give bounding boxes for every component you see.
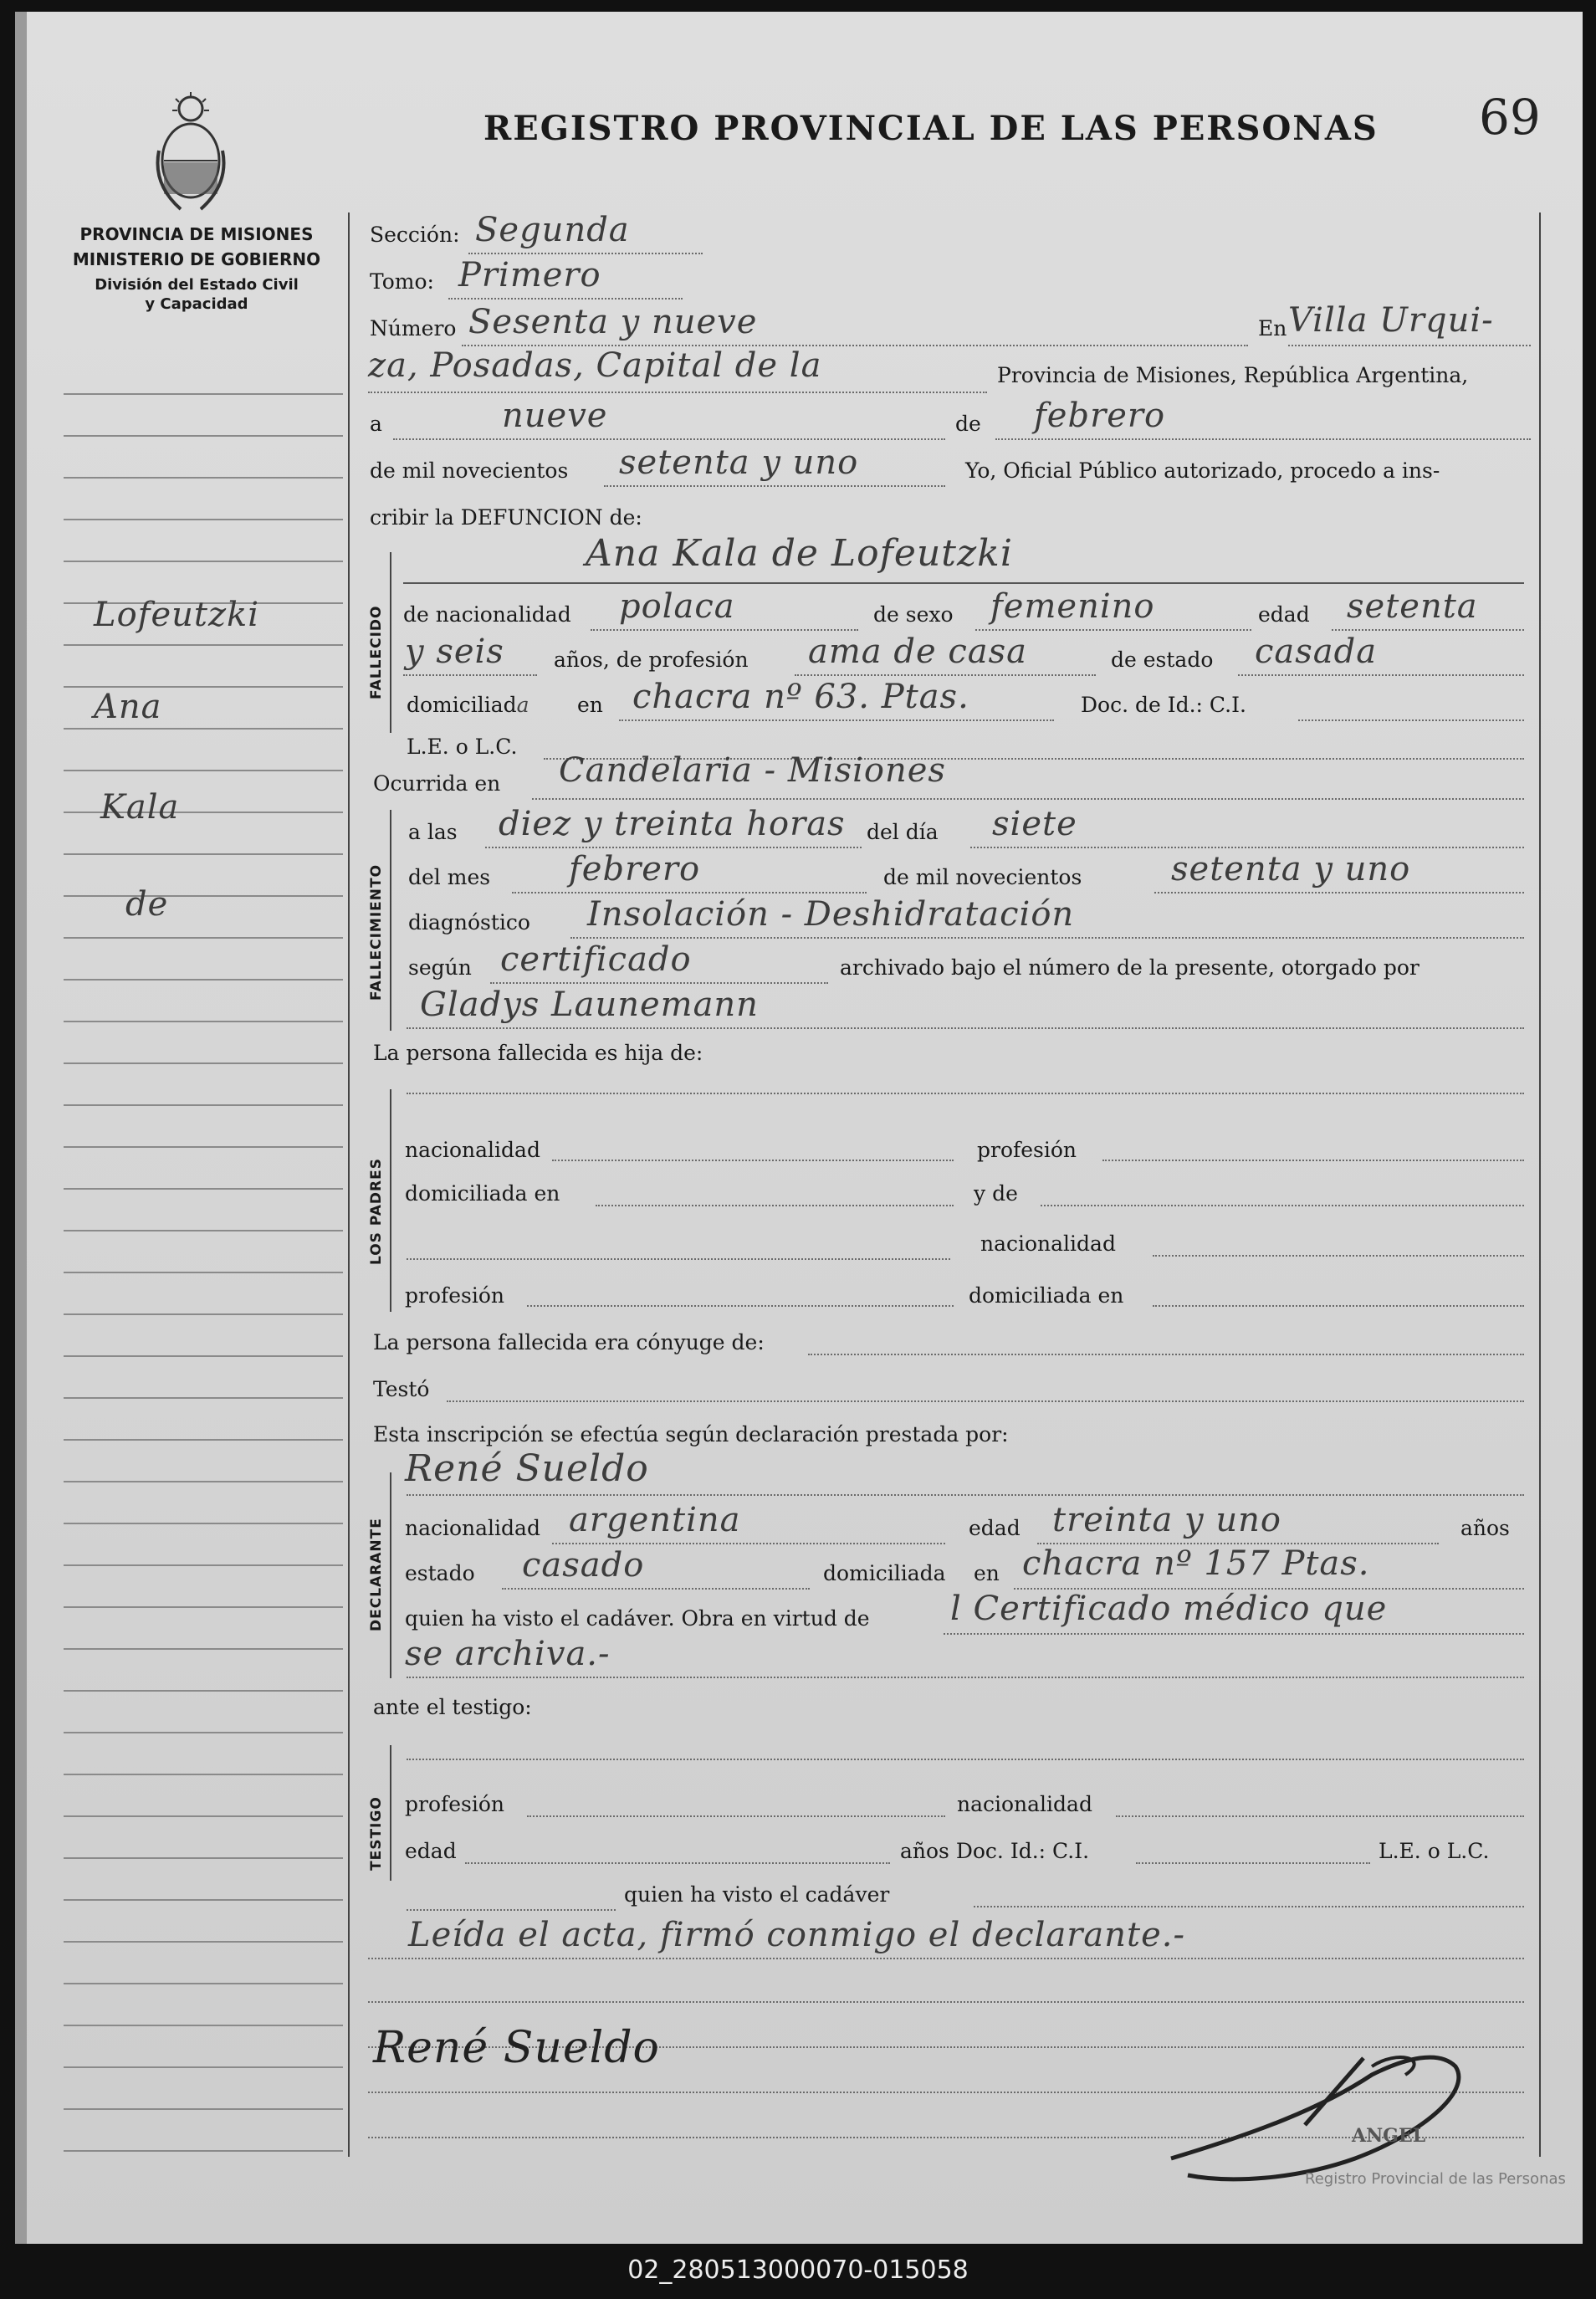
mes-value: febrero bbox=[1034, 397, 1166, 435]
fallecimiento-mil-label: de mil novecientos bbox=[883, 865, 1082, 889]
testigo-side-label: TESTIGO bbox=[368, 1796, 385, 1871]
tomo-value: Primero bbox=[458, 256, 601, 294]
en-label: En bbox=[1258, 316, 1287, 340]
fallecido-estado: casada bbox=[1255, 632, 1378, 671]
fallecido-le-label: L.E. o L.C. bbox=[407, 735, 518, 759]
declarante-nacionalidad: argentina bbox=[569, 1501, 741, 1539]
medico-value: Gladys Launemann bbox=[420, 986, 759, 1024]
declarante-estado: casado bbox=[522, 1546, 645, 1585]
testigo-nacionalidad-label: nacionalidad bbox=[957, 1792, 1092, 1816]
ante-label: ante el testigo: bbox=[373, 1695, 532, 1719]
fallecido-nacionalidad-label: de nacionalidad bbox=[403, 602, 571, 627]
tomo-label: Tomo: bbox=[370, 269, 434, 294]
padres-profesion2-label: profesión bbox=[405, 1283, 505, 1308]
declarante-obra-cont: se archiva.- bbox=[405, 1635, 611, 1673]
dia-value: nueve bbox=[502, 397, 608, 435]
declarante-domiciliada-label: domiciliada bbox=[823, 1561, 946, 1585]
declarante-quien-label: quien ha visto el cadáver. Obra en virtud de bbox=[405, 1606, 870, 1631]
margin-particle: de bbox=[125, 885, 169, 924]
mil-label: de mil novecientos bbox=[370, 458, 569, 483]
numero-label: Número bbox=[370, 316, 457, 340]
provincia-label: Provincia de Misiones, República Argentina, bbox=[997, 363, 1469, 387]
fallecido-nombre: Ana Kala de Lofeutzki bbox=[586, 532, 1013, 575]
fallecido-profesion-label: años, de profesión bbox=[554, 648, 749, 672]
diagnostico-value: Insolación - Deshidratación bbox=[587, 895, 1075, 934]
declarante-nacionalidad-label: nacionalidad bbox=[405, 1516, 540, 1540]
declarante-anios-label: años bbox=[1460, 1516, 1510, 1540]
diagnostico-label: diagnóstico bbox=[408, 910, 530, 934]
fallecido-profesion: ama de casa bbox=[808, 632, 1027, 671]
oficial-label: Yo, Oficial Público autorizado, procedo a ins- bbox=[965, 458, 1440, 483]
testo-label: Testó bbox=[373, 1377, 430, 1401]
padres-nacionalidad2-label: nacionalidad bbox=[980, 1231, 1116, 1256]
segun-label: según bbox=[408, 955, 472, 980]
ministry-name: MINISTERIO DE GOBIERNO bbox=[72, 249, 321, 269]
testigo-doc-label: años Doc. Id.: C.I. bbox=[900, 1839, 1090, 1863]
declarante-edad: treinta y uno bbox=[1052, 1501, 1281, 1539]
ministry-block bbox=[50, 224, 343, 313]
a-label: a bbox=[370, 412, 382, 436]
fallecimiento-anio: setenta y uno bbox=[1171, 850, 1411, 888]
fallecido-domicilio: chacra nº 63. Ptas. bbox=[632, 678, 969, 716]
leida-acta: Leída el acta, firmó conmigo el declarante.- bbox=[408, 1916, 1185, 1954]
del-dia-label: del día bbox=[867, 820, 939, 844]
page-number: 69 bbox=[1479, 89, 1541, 146]
fallecido-domicilio-label bbox=[407, 693, 529, 717]
domiciliad-suffix: a bbox=[516, 693, 529, 717]
form-right-border bbox=[1539, 212, 1541, 2157]
declarante-estado-label: estado bbox=[405, 1561, 475, 1585]
division-line-1: División del Estado Civil bbox=[95, 276, 299, 294]
fallecido-side-label: FALLECIDO bbox=[368, 605, 385, 699]
fallecido-en-label: en bbox=[577, 693, 603, 717]
testigo-le-label: L.E. o L.C. bbox=[1379, 1839, 1490, 1863]
firma-declarante: René Sueldo bbox=[373, 2023, 660, 2073]
inscribir-label: cribir la DEFUNCION de: bbox=[370, 505, 642, 530]
padres-y-de-label: y de bbox=[974, 1181, 1018, 1206]
footer-code: 02_280513000070-015058 bbox=[627, 2255, 969, 2285]
a-las-label: a las bbox=[408, 820, 458, 844]
coat-of-arms-icon bbox=[156, 92, 226, 218]
margin-first-name: Ana bbox=[94, 688, 162, 726]
form-left-border bbox=[348, 212, 350, 2157]
division-line-2: y Capacidad bbox=[145, 295, 248, 313]
padres-domiciliada2-label: domiciliada en bbox=[969, 1283, 1124, 1308]
declarante-side-label: DECLARANTE bbox=[368, 1518, 385, 1631]
lugar-value-cont: za, Posadas, Capital de la bbox=[368, 346, 822, 385]
fallecido-edad-label: edad bbox=[1258, 602, 1310, 627]
fallecido-nacionalidad: polaca bbox=[619, 587, 735, 626]
de-label: de bbox=[955, 412, 981, 436]
archivado-label: archivado bajo el número de la presente, otorgado por bbox=[840, 955, 1420, 980]
anio-value: setenta y uno bbox=[619, 443, 859, 482]
testigo-edad-label: edad bbox=[405, 1839, 457, 1863]
ocurrida-label: Ocurrida en bbox=[373, 771, 501, 796]
padres-nacionalidad-label: nacionalidad bbox=[405, 1138, 540, 1162]
stamp-subtitle: Registro Provincial de las Personas bbox=[1305, 2170, 1566, 2188]
seccion-value: Segunda bbox=[475, 211, 630, 249]
declarante-domicilio: chacra nº 157 Ptas. bbox=[1022, 1544, 1370, 1583]
margin-middle-name: Kala bbox=[100, 788, 180, 827]
ocurrida-value: Candelaria - Misiones bbox=[559, 751, 946, 790]
hija-label: La persona fallecida es hija de: bbox=[373, 1041, 703, 1065]
fallecido-doc-label: Doc. de Id.: C.I. bbox=[1081, 693, 1246, 717]
binding-edge bbox=[15, 12, 27, 2244]
declarante-edad-label: edad bbox=[969, 1516, 1021, 1540]
hora-value: diez y treinta horas bbox=[499, 805, 846, 843]
province-name: PROVINCIA DE MISIONES bbox=[79, 224, 314, 244]
official-signature-icon bbox=[1154, 2041, 1506, 2192]
margin-surname: Lofeutzki bbox=[94, 596, 260, 634]
fallecimiento-dia: siete bbox=[992, 805, 1077, 843]
declarante-nombre: René Sueldo bbox=[405, 1447, 649, 1490]
padres-domiciliada-label: domiciliada en bbox=[405, 1181, 560, 1206]
fallecimiento-mes: febrero bbox=[569, 850, 701, 888]
fallecido-edad-cont: y seis bbox=[405, 632, 504, 671]
fallecimiento-side-label: FALLECIMIENTO bbox=[368, 863, 385, 1001]
testigo-profesion-label: profesión bbox=[405, 1792, 505, 1816]
declarante-obra: l Certificado médico que bbox=[950, 1590, 1388, 1628]
inscripcion-label: Esta inscripción se efectúa según declaración prestada por: bbox=[373, 1422, 1009, 1446]
conyuge-label: La persona fallecida era cónyuge de: bbox=[373, 1330, 765, 1354]
padres-profesion-label: profesión bbox=[977, 1138, 1077, 1162]
segun-value: certificado bbox=[500, 940, 692, 979]
fallecido-edad: setenta bbox=[1347, 587, 1478, 626]
declarante-en-label: en bbox=[974, 1561, 1000, 1585]
fallecido-estado-label: de estado bbox=[1111, 648, 1214, 672]
domiciliad-text: domiciliad bbox=[407, 693, 517, 717]
fallecido-sexo-label: de sexo bbox=[873, 602, 954, 627]
lugar-value: Villa Urqui- bbox=[1288, 301, 1494, 340]
testigo-quien-label: quien ha visto el cadáver bbox=[624, 1882, 890, 1907]
seccion-label: Sección: bbox=[370, 223, 460, 247]
stamp-name: ANGEL bbox=[1352, 2125, 1426, 2147]
fallecido-sexo: femenino bbox=[990, 587, 1155, 626]
padres-side-label: LOS PADRES bbox=[368, 1158, 385, 1265]
document-title: REGISTRO PROVINCIAL DE LAS PERSONAS bbox=[483, 109, 1379, 148]
numero-value: Sesenta y nueve bbox=[468, 303, 758, 341]
del-mes-label: del mes bbox=[408, 865, 491, 889]
